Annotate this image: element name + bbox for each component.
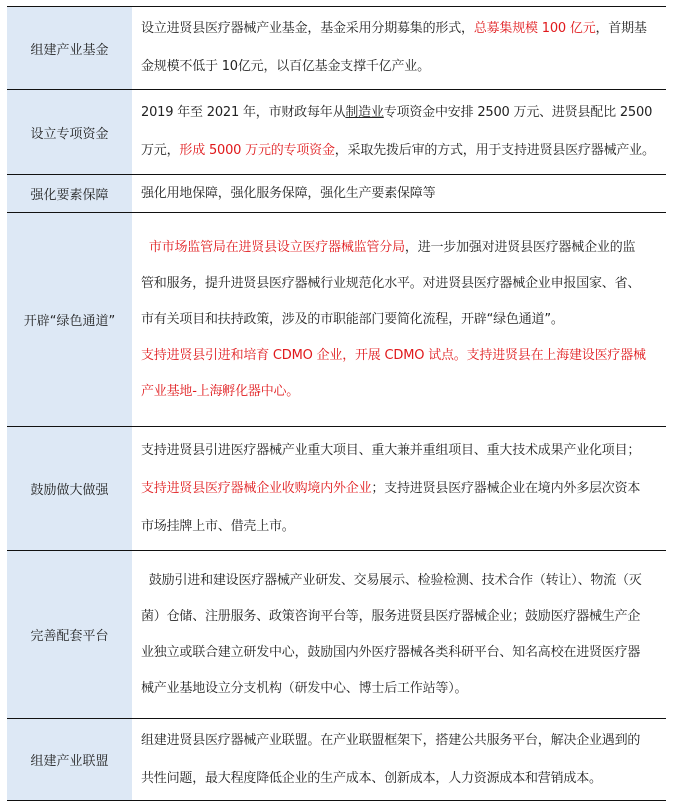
body-text: 专项资金中安排 2500 万元、进贤县配比 2500	[383, 105, 653, 120]
row-label: 强化要素保障	[7, 175, 132, 212]
content-line	[141, 10, 658, 48]
policy-table	[7, 6, 666, 801]
content-line	[141, 374, 658, 410]
body-text: 设立进贤县医疗器械产业基金，基金采用分期募集的形式，	[141, 21, 474, 36]
body-text: 制造业	[345, 105, 384, 120]
table-row	[7, 175, 666, 213]
row-content	[132, 213, 666, 426]
highlight-text: 形成 5000 万元的专项资金	[179, 143, 335, 158]
body-text: ，首期基	[595, 21, 647, 36]
highlight-text: 产业基地-上海孵化器中心。	[141, 383, 300, 399]
row-content	[132, 427, 666, 550]
row-label: 组建产业基金	[7, 7, 132, 89]
body-text: ；支持进贤县医疗器械企业在境内外多层次资本	[371, 480, 641, 496]
body-text: 组建进贤县医疗器械产业联盟。在产业联盟框架下，搭建公共服务平台，解决企业遇到的	[141, 732, 641, 748]
row-label: 鼓励做大做强	[7, 427, 132, 550]
highlight-text: 总募集规模 100 亿元	[473, 21, 596, 36]
content-line	[141, 563, 658, 599]
row-content	[132, 719, 666, 800]
body-text: 械产业基地设立分支机构（研发中心、博士后工作站等）。	[141, 680, 468, 696]
content-line	[141, 432, 658, 470]
content-line	[141, 132, 658, 170]
content-line	[141, 175, 658, 213]
row-content	[132, 551, 666, 718]
row-label: 完善配套平台	[7, 551, 132, 718]
body-text: 市场挂牌上市、借壳上市。	[141, 518, 295, 534]
body-text: ，进一步加强对进贤县医疗器械企业的监	[404, 239, 636, 255]
content-line	[141, 508, 658, 546]
content-line	[141, 266, 658, 302]
body-text: 2019 年至 2021 年，市财政每年从	[141, 105, 346, 120]
content-line	[141, 760, 658, 798]
highlight-text: 支持进贤县医疗器械企业收购境内外企业	[141, 480, 372, 496]
body-text: 菌）仓储、注册服务、政策咨询平台等，服务进贤县医疗器械企业；鼓励医疗器械生产企	[141, 608, 641, 624]
row-label: 组建产业联盟	[7, 719, 132, 800]
row-label: 设立专项资金	[7, 90, 132, 174]
body-text: 共性问题，最大程度降低企业的生产成本、创新成本，人力资源成本和营销成本。	[141, 770, 602, 786]
row-content	[132, 90, 666, 174]
row-content	[132, 7, 666, 89]
content-line	[141, 722, 658, 760]
body-text: 鼓励引进和建设医疗器械产业研发、交易展示、检验检测、技术合作（转让）、物流（灭	[141, 572, 642, 588]
content-line	[141, 230, 658, 266]
content-line	[141, 635, 658, 671]
table-row	[7, 551, 666, 719]
content-line	[141, 338, 658, 374]
body-text: 万元，	[141, 143, 180, 158]
table-row	[7, 213, 666, 427]
content-line	[141, 470, 658, 508]
body-text: 业独立或联合建立研发中心，鼓励国内外医疗器械各类科研平台、知名高校在进贤医疗器	[141, 644, 641, 660]
content-line	[141, 94, 658, 132]
body-text: 市有关项目和扶持政策，涉及的市职能部门要简化流程，开辟“绿色通道”。	[141, 311, 564, 327]
row-content	[132, 175, 666, 212]
body-text: 支持进贤县引进医疗器械产业重大项目、重大兼并重组项目、重大技术成果产业化项目；	[141, 442, 641, 458]
table-row	[7, 7, 666, 90]
table-row	[7, 427, 666, 551]
highlight-text: 市市场监管局在进贤县设立医疗器械监管分局	[148, 239, 405, 255]
body-text: 管和服务，提升进贤县医疗器械行业规范化水平。对进贤县医疗器械企业申报国家、省、	[141, 275, 641, 291]
body-text: 金规模不低于 10亿元，以百亿基金支撑千亿产业。	[141, 59, 430, 74]
content-line	[141, 302, 658, 338]
content-line	[141, 671, 658, 707]
highlight-text: 支持进贤县引进和培育 CDMO 企业，开展 CDMO 试点。支持进贤县在上海建设医疗器械	[141, 347, 646, 363]
body-text: 强化用地保障，强化服务保障，强化生产要素保障等	[141, 185, 436, 201]
table-row	[7, 719, 666, 801]
row-label: 开辟“绿色通道”	[7, 213, 132, 426]
body-text	[141, 240, 149, 255]
content-line	[141, 599, 658, 635]
content-line	[141, 48, 658, 86]
table-row	[7, 90, 666, 175]
body-text: ，采取先拨后审的方式，用于支持进贤县医疗器械产业。	[334, 143, 655, 158]
